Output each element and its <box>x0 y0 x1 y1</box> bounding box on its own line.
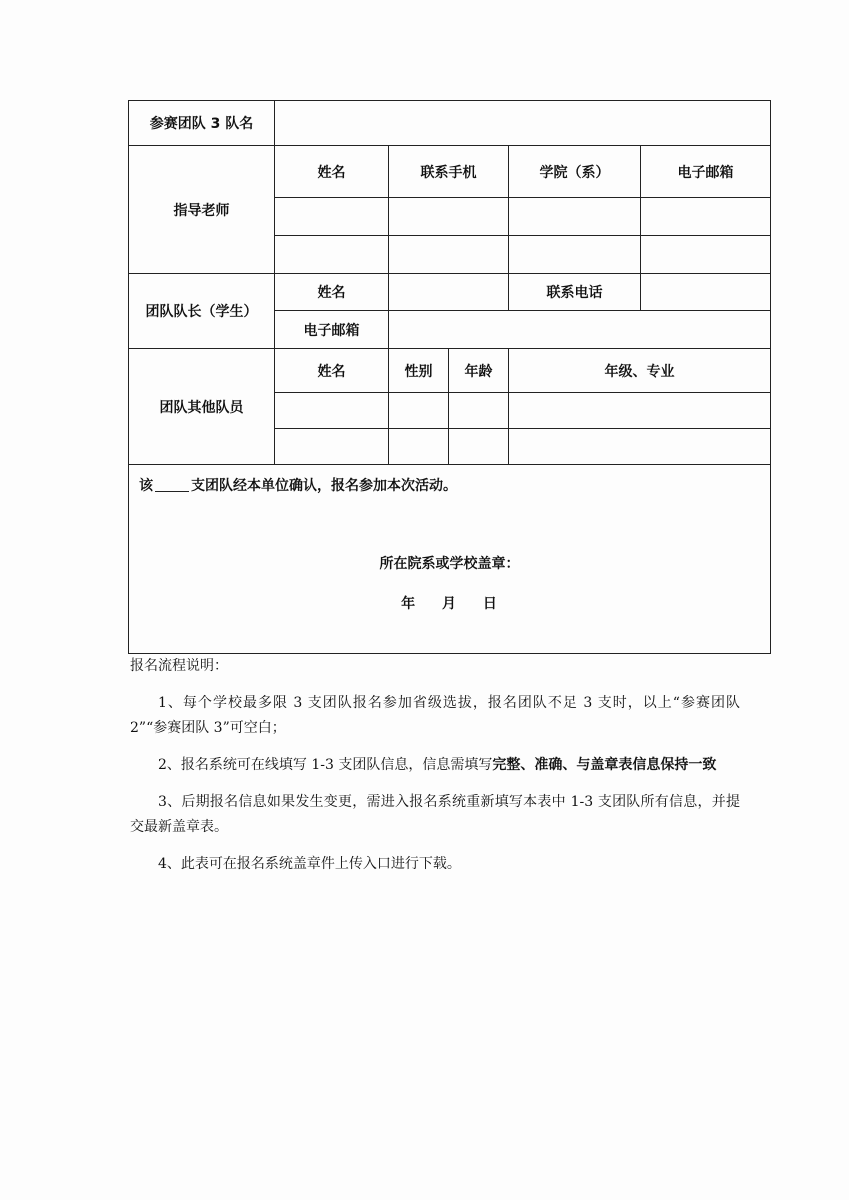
members-header-gender: 性别 <box>389 349 449 393</box>
leader-email-field[interactable] <box>389 311 771 349</box>
confirm-prefix: 该 <box>139 478 153 494</box>
notes-heading: 报名流程说明： <box>130 658 228 674</box>
seal-label: 所在院系或学校盖章： <box>379 556 520 572</box>
advisor-header-email: 电子邮箱 <box>641 146 771 198</box>
advisor-email-cell[interactable] <box>641 198 771 236</box>
leader-label: 团队队长（学生） <box>129 274 275 349</box>
member-gender-cell[interactable] <box>389 429 449 465</box>
note-item-2-emphasis: 完整、准确、与盖章表信息保持一致 <box>492 757 717 773</box>
member-name-cell[interactable] <box>275 393 389 429</box>
date-month: 月 <box>442 596 458 612</box>
team-name-label: 参赛团队 3 队名 <box>129 101 275 146</box>
advisor-college-cell[interactable] <box>509 236 641 274</box>
advisor-college-cell[interactable] <box>509 198 641 236</box>
member-age-cell[interactable] <box>449 393 509 429</box>
leader-email-label: 电子邮箱 <box>275 311 389 349</box>
advisor-header-name: 姓名 <box>275 146 389 198</box>
member-major-cell[interactable] <box>509 429 771 465</box>
members-header-name: 姓名 <box>275 349 389 393</box>
advisor-header-college: 学院（系） <box>509 146 641 198</box>
advisor-email-cell[interactable] <box>641 236 771 274</box>
advisor-name-cell[interactable] <box>275 198 389 236</box>
member-gender-cell[interactable] <box>389 393 449 429</box>
members-header-row <box>129 349 771 393</box>
note-item-3: 3、后期报名信息如果发生变更，需进入报名系统重新填写本表中 1-3 支团队所有信息，并提交最新盖章表。 <box>130 794 740 835</box>
registration-form-table <box>128 100 771 654</box>
confirm-cell <box>129 465 771 654</box>
note-item-4: 4、此表可在报名系统盖章件上传入口进行下载。 <box>158 856 461 872</box>
confirm-statement <box>139 475 457 495</box>
confirm-row <box>129 465 771 654</box>
advisor-label: 指导老师 <box>129 146 275 274</box>
date-day: 日 <box>482 596 498 612</box>
members-label: 团队其他队员 <box>129 349 275 465</box>
registration-notes <box>130 654 740 889</box>
note-item-1: 1、每个学校最多限 3 支团队报名参加省级选拔，报名团队不足 3 支时，以上“参赛团队 2”“参赛团队 3”可空白； <box>130 695 740 736</box>
member-name-cell[interactable] <box>275 429 389 465</box>
advisor-phone-cell[interactable] <box>389 198 509 236</box>
team-name-field[interactable] <box>275 101 771 146</box>
members-header-age: 年龄 <box>449 349 509 393</box>
advisor-name-cell[interactable] <box>275 236 389 274</box>
confirm-suffix: 支团队经本单位确认，报名参加本次活动。 <box>191 478 457 494</box>
team-name-row <box>129 101 771 146</box>
leader-row <box>129 274 771 311</box>
note-item-2 <box>130 753 740 778</box>
leader-name-field[interactable] <box>389 274 509 311</box>
team-count-blank[interactable] <box>155 479 189 492</box>
members-header-major: 年级、专业 <box>509 349 771 393</box>
advisor-header-phone: 联系手机 <box>389 146 509 198</box>
date-year: 年 <box>401 596 417 612</box>
date-line <box>129 593 770 613</box>
note-item-2-text: 2、报名系统可在线填写 1-3 支团队信息，信息需填写 <box>158 757 493 773</box>
leader-phone-field[interactable] <box>641 274 771 311</box>
leader-name-label: 姓名 <box>275 274 389 311</box>
advisor-phone-cell[interactable] <box>389 236 509 274</box>
leader-phone-label: 联系电话 <box>509 274 641 311</box>
member-major-cell[interactable] <box>509 393 771 429</box>
member-age-cell[interactable] <box>449 429 509 465</box>
advisor-header-row <box>129 146 771 198</box>
